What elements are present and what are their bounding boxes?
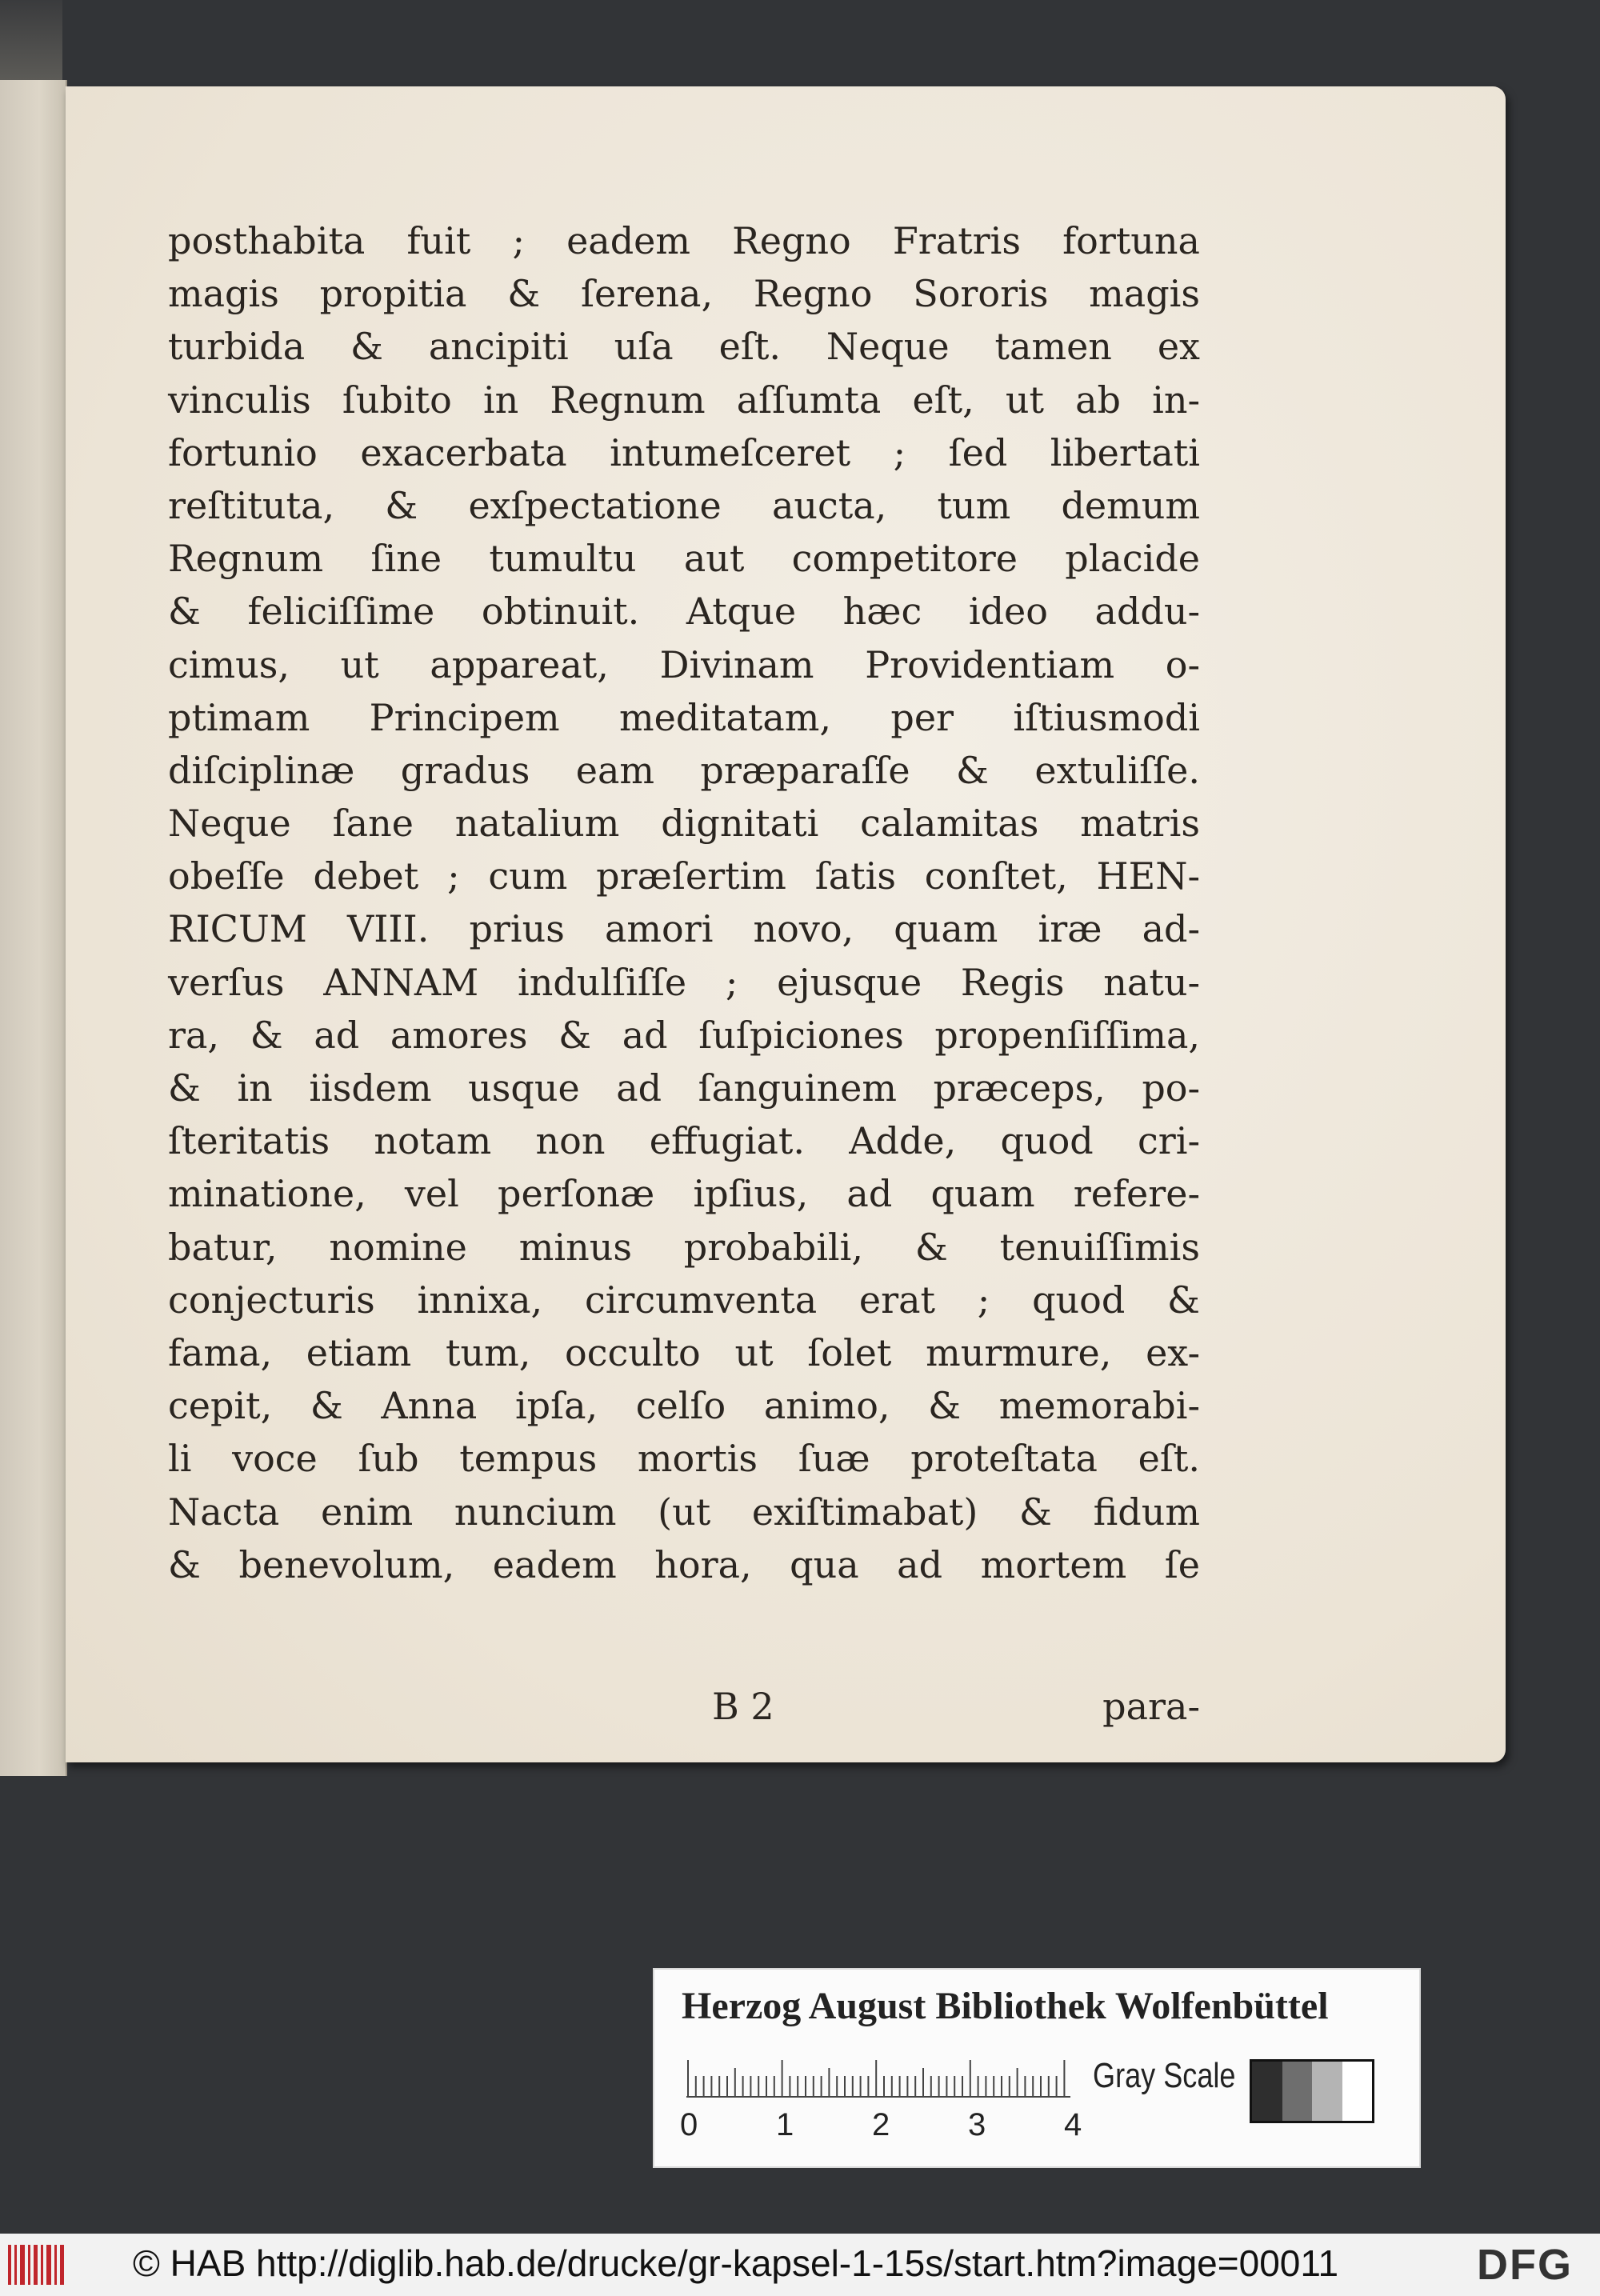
barcode-icon — [6, 2242, 67, 2288]
text-line: posthabita fuit ; eadem Regno Fratris fortuna — [168, 219, 1200, 262]
text-line: li voce ſub tempus mortis ſuæ proteſtata eſt. — [168, 1437, 1200, 1481]
text-line: Regnum ſine tumultu aut competitore placide — [168, 537, 1200, 581]
color-target-card — [653, 1968, 1421, 2168]
gray-scale-patches — [1250, 2059, 1374, 2123]
text-line: & benevolum, eadem hora, qua ad mortem ſe — [168, 1542, 1200, 1586]
text-line: obeſſe debet ; cum præſertim ſatis conſtet, HEN- — [168, 854, 1200, 898]
text-line: cepit, & Anna ipſa, celſo animo, & memorabi- — [168, 1384, 1200, 1428]
text-line: vinculis ſubito in Regnum aſſumta eſt, ut ab in- — [168, 378, 1200, 422]
text-line: minatione, vel perſonæ ipſius, ad quam refere- — [168, 1172, 1200, 1216]
text-line: ptimam Principem meditatam, per iſtiusmodi — [168, 695, 1200, 739]
ruler-number: 3 — [968, 2107, 986, 2142]
ruler-number: 4 — [1064, 2107, 1082, 2142]
catchword: para- — [1102, 1685, 1200, 1728]
book-page — [66, 86, 1506, 1762]
text-line: ra, & ad amores & ad ſuſpiciones propenſiſſima, — [168, 1013, 1200, 1057]
previous-page-edge — [0, 80, 67, 1776]
text-line: & in iisdem usque ad ſanguinem præceps, po- — [168, 1066, 1200, 1110]
ruler-numbers — [677, 2107, 1093, 2149]
dfg-logo: DFG — [1477, 2241, 1573, 2289]
text-line: & feliciſſime obtinuit. Atque hæc ideo addu- — [168, 590, 1200, 634]
text-line: diſciplinæ gradus eam præparaſſe & extuliſſe. — [168, 748, 1200, 792]
gray-scale-label: Gray Scale — [1093, 2056, 1236, 2095]
library-name: Herzog August Bibliothek Wolfenbüttel — [682, 1985, 1329, 2027]
text-line: verſus ANNAM indulſiſſe ; ejusque Regis natu- — [168, 960, 1200, 1004]
gray-patch — [1312, 2062, 1342, 2121]
text-line: Neque ſane natalium dignitati calamitas matris — [168, 802, 1200, 846]
source-url: © HAB http://diglib.hab.de/drucke/gr-kapsel-1-15s/start.htm?image=00011 — [133, 2242, 1339, 2284]
page-footer-line — [168, 1678, 1200, 1734]
ruler-number: 0 — [680, 2107, 698, 2142]
text-line: fama, etiam tum, occulto ut ſolet murmure, ex- — [168, 1330, 1200, 1374]
background-top — [0, 0, 62, 80]
text-line: ſteritatis notam non effugiat. Adde, quod cri- — [168, 1119, 1200, 1163]
signature-mark: B 2 — [712, 1685, 774, 1728]
ruler-number: 2 — [872, 2107, 890, 2142]
text-line: RICUM VIII. prius amori novo, quam iræ ad- — [168, 907, 1200, 951]
footer-bar — [0, 2234, 1600, 2296]
text-line: conjecturis innixa, circumventa erat ; quod & — [168, 1278, 1200, 1322]
gray-patch — [1252, 2062, 1282, 2121]
text-line: cimus, ut appareat, Divinam Providentiam o- — [168, 642, 1200, 686]
page-text — [168, 214, 1200, 1591]
ruler-scale — [686, 2058, 1070, 2098]
text-line: fortunio exacerbata intumeſceret ; ſed libertati — [168, 430, 1200, 474]
text-line: Nacta enim nuncium (ut exiſtimabat) & fidum — [168, 1490, 1200, 1534]
text-line: batur, nomine minus probabili, & tenuiſſimis — [168, 1225, 1200, 1269]
text-line: reſtituta, & exſpectatione aucta, tum demum — [168, 483, 1200, 527]
text-line: magis propitia & ſerena, Regno Sororis magis — [168, 272, 1200, 316]
gray-patch — [1282, 2062, 1313, 2121]
gray-patch — [1342, 2062, 1373, 2121]
text-line: turbida & ancipiti uſa eſt. Neque tamen ex — [168, 325, 1200, 369]
ruler-number: 1 — [776, 2107, 794, 2142]
